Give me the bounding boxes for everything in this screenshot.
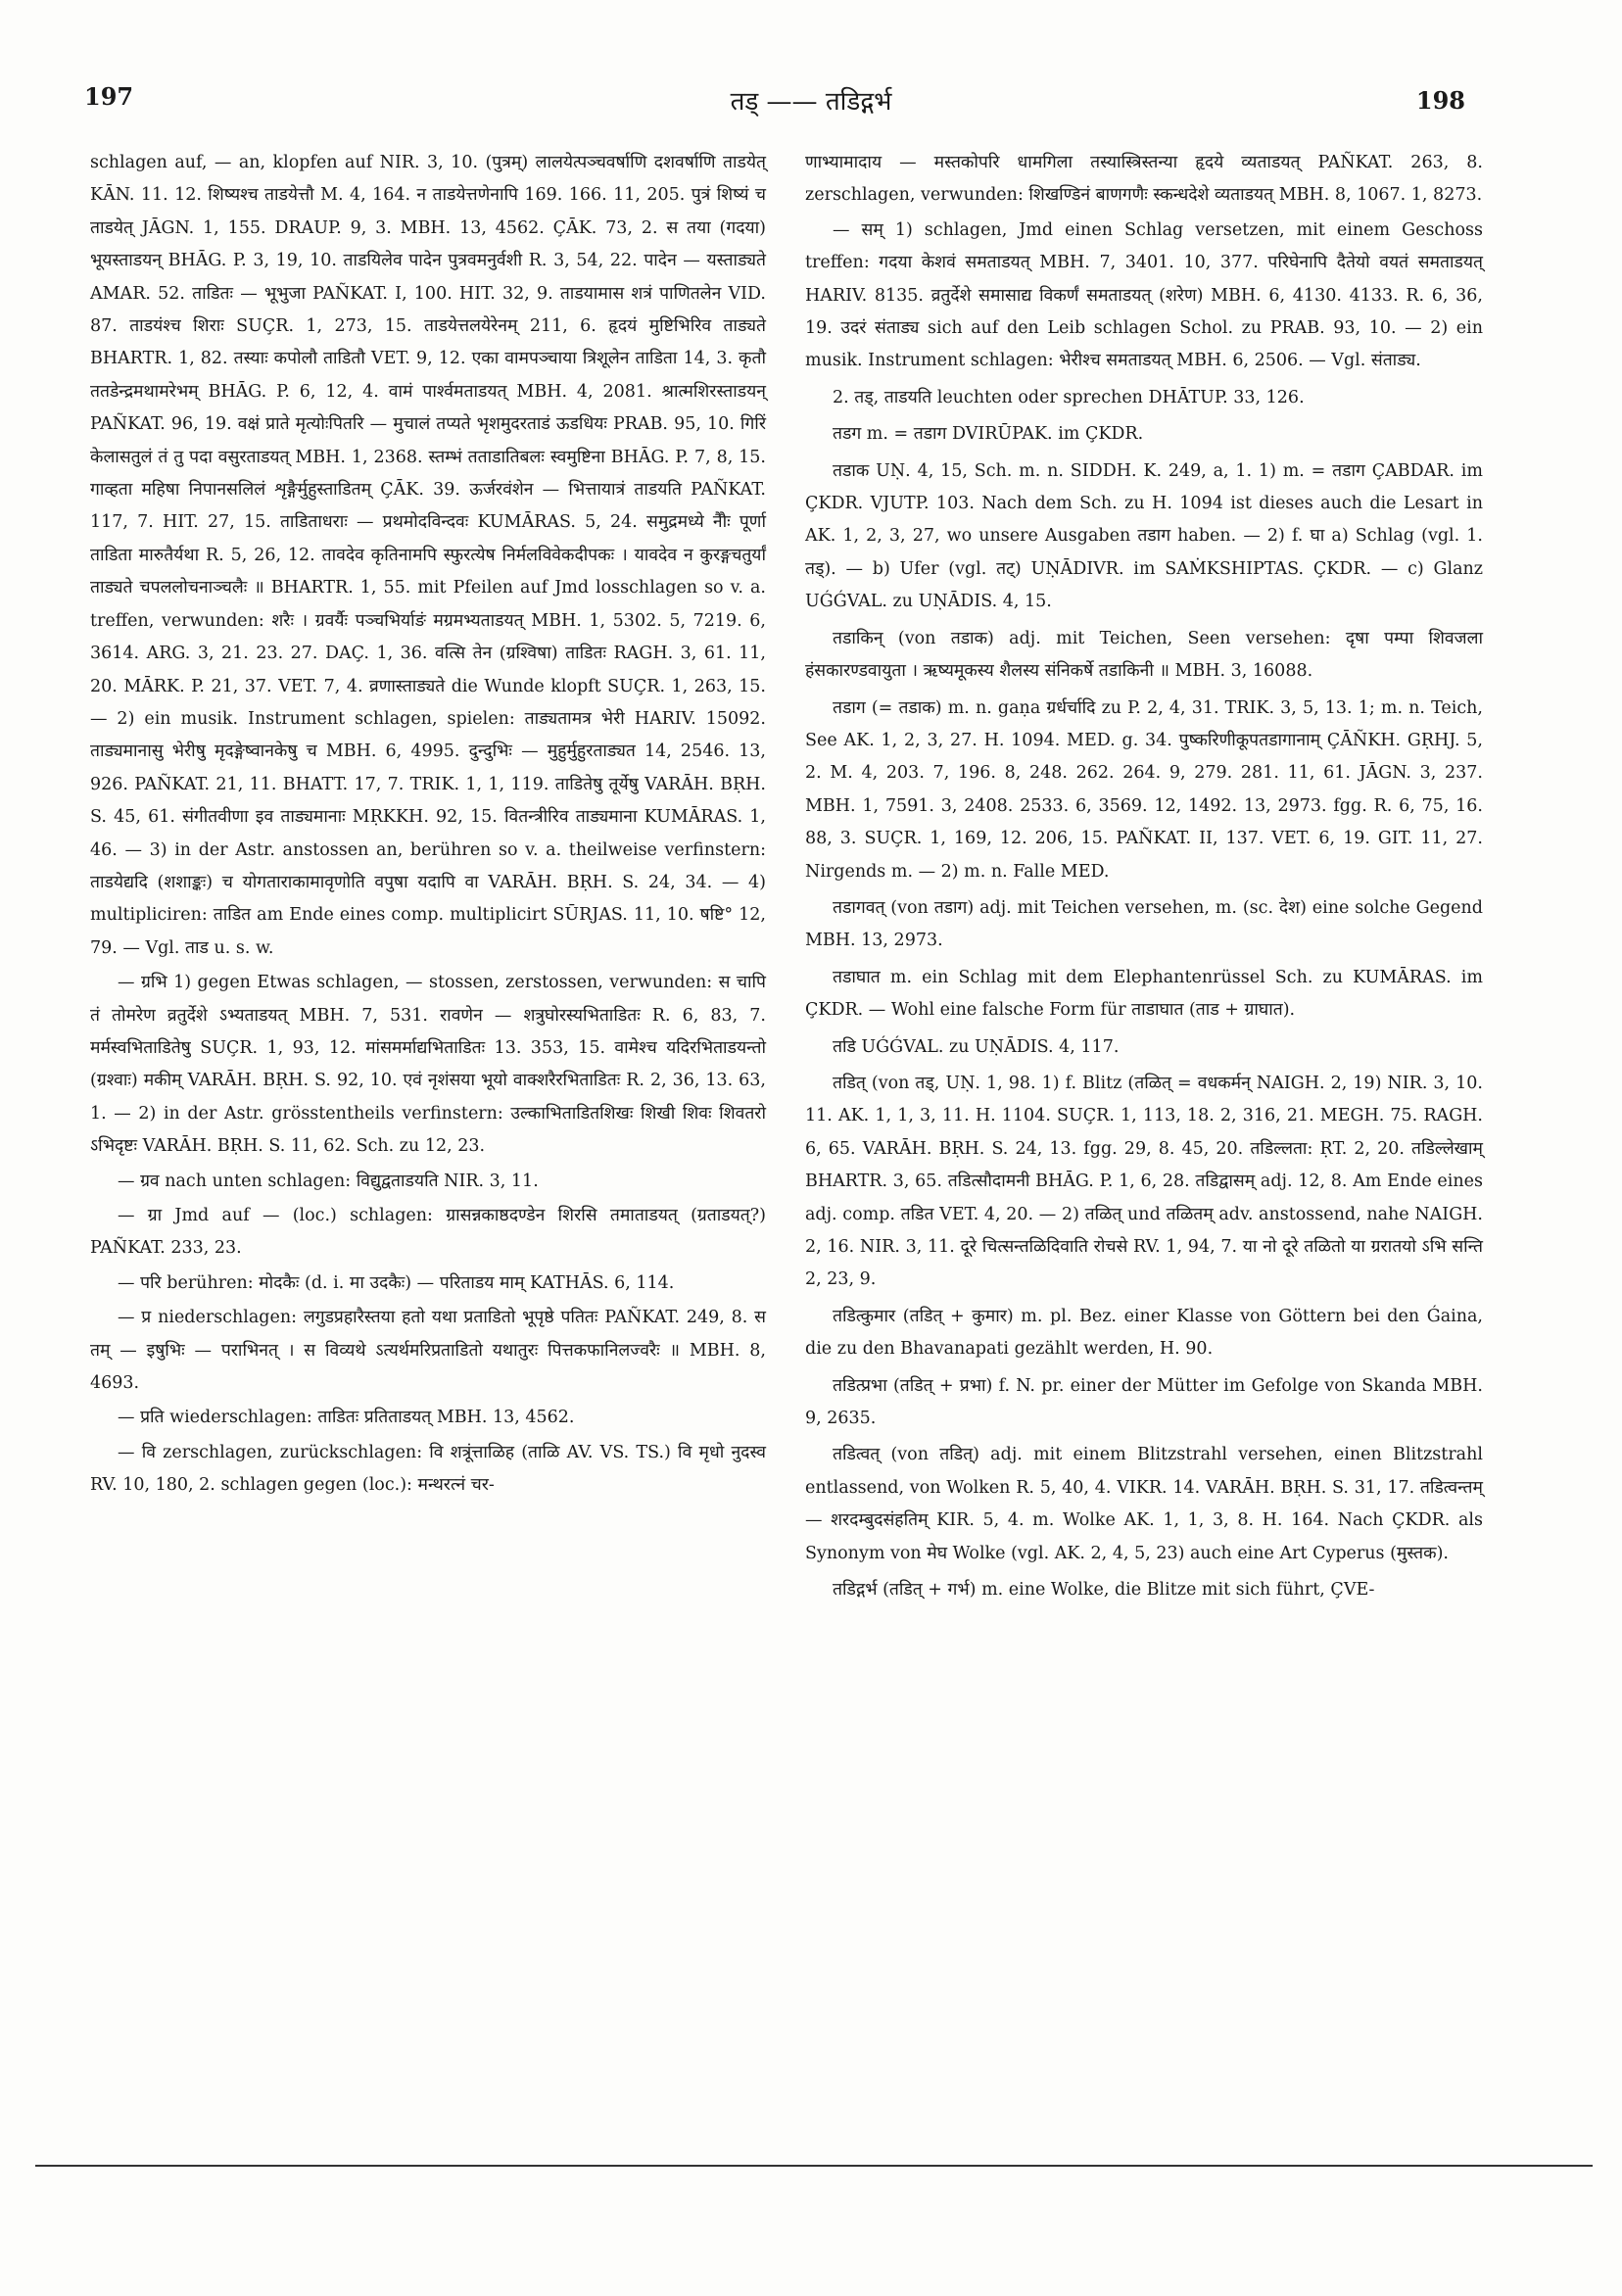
right-column xyxy=(805,147,1483,1606)
entry-taditkumara: तडित्कुमार (तडित् + कुमार) m. pl. Bez. einer Klasse von Göttern bei den Ǵaina, die zu den Bhavanapati gezählt werden, H. 90. xyxy=(805,1306,1483,1360)
entry-tadit: तडित् (von तड्, UṆ. 1, 98. 1) f. Blitz (तळित् = वधकर्मन् NAIGH. 2, 19) NIR. 3, 10. 11. AK. 1, 1, 3, 11. H. 1104. SUÇR. 1, 113, 18. 2, 316, 21. MEGH. 75. RAGH. 6, 65. VARĀH. BṚH. S. 24, 13. fgg. 29, 8. 45, 20. तडिल्लता: ṚT. 2, 20. तडिल्लेखाम् BHARTR. 3, 65. तडित्सौदामनी BHĀG. P. 1, 6, 28. तडिद्वासम् adj. 12, 8. Am Ende eines adj. comp. तडित VET. 4, 20. — 2) तळित् und तळितम् adv. anstossend, nahe NAIGH. 2, 16. NIR. 3, 11. दूरे चित्सन्तळिदिवाति रोचसे RV. 1, 94, 7. या नो दूरे तळितो या ग्ररातयो ऽभि सन्ति 2, 23, 9. xyxy=(805,1073,1483,1290)
page-number-right: 198 xyxy=(1415,86,1465,115)
subentry-sam: — सम् 1) schlagen, Jmd einen Schlag versetzen, mit einem Geschoss treffen: गदया केशवं समताडयत् MBH. 7, 3401. 10, 377. परिघेनापि दैतेयो वयतं समताडयत् HARIV. 8135. व्रतुर्देशे समासाद्य विकर्णं समताडयत् (शरेण) MBH. 6, 4130. 4133. R. 6, 36, 19. उदरं संताड्य sich auf den Leib schlagen Schol. zu PRAB. 93, 10. — 2) ein musik. Instrument schlagen: भेरीश्च समताडयत् MBH. 6, 2506. — Vgl. संताड्य. xyxy=(805,219,1483,371)
entry-tadaghata: तडाघात m. ein Schlag mit dem Elephantenrüssel Sch. zu KUMĀRAS. im ÇKDR. — Wohl eine falsche Form für ताडाघात (ताड + ग्राघात). xyxy=(805,967,1483,1021)
entry-taditprabha: तडित्प्रभा (तडित् + प्रभा) f. N. pr. einer der Mütter im Gefolge von Skanda MBH. 9, 2635. xyxy=(805,1375,1483,1429)
entry-continuation: schlagen auf, — an, klopfen auf NIR. 3, 10. (पुत्रम्) लालयेत्पञ्चवर्षाणि दशवर्षाणि ताडयेत् KĀN. 11. 12. शिष्यश्च ताडयेत्तौ M. 4, 164. न ताडयेत्तणेनापि 169. 166. 11, 205. पुत्रं शिष्यं च ताडयेत् JĀGN. 1, 155. DRAUP. 9, 3. MBH. 13, 4562. ÇĀK. 73, 2. स तया (गदया) भूयस्ताडयन् BHĀG. P. 3, 19, 10. ताडयिलेव पादेन पुत्रवमनुर्वशी R. 3, 54, 22. पादेन — यस्ताड्यते AMAR. 52. ताडितः — भूभुजा PAÑKAT. I, 100. HIT. 32, 9. ताडयामास शत्रं पाणितलेन VID. 87. ताडयंश्च शिराः SUÇR. 1, 273, 15. ताडयेत्तलयेरेनम् 211, 6. हृदयं मुष्टिभिरिव ताड्यते BHARTR. 1, 82. तस्याः कपोलौ ताडितौ VET. 9, 12. एका वामपञ्चाया त्रिशूलेन ताडिता 14, 3. कृतौ ततडेन्द्रमथामरेभम् BHĀG. P. 6, 12, 4. वामं पार्श्वमताडयत् MBH. 4, 2081. श्रात्मशिरस्ताडयन् PAÑKAT. 96, 19. वक्षं प्राते मृत्योःपितरि — मुचालं तप्यते भृशमुदरताडं ऊडधियः PRAB. 95, 10. गिरिं केलासतुलं तं तु पदा वसुरताडयत् MBH. 1, 2368. स्तम्भं तताडातिबलः स्वमुष्टिना BHĀG. P. 7, 8, 15. गाव्हता महिषा निपानसलिलं शृङ्गैर्मुहुस्ताडितम् ÇĀK. 39. ऊर्जरवंशेन — भित्तायात्रं ताडयति PAÑKAT. 117, 7. HIT. 27, 15. ताडिताधराः — प्रथमोदविन्दवः KUMĀRAS. 5, 24. समुद्रमध्ये नैौः पूर्णा ताडिता मारुतैर्यथा R. 5, 26, 12. तावदेव कृतिनामपि स्फुरत्येष निर्मलविवेकदीपकः । यावदेव न कुरङ्गचतुर्यां ताड्यते चपललोचनाञ्चलैः ॥ BHARTR. 1, 55. mit Pfeilen auf Jmd losschlagen so v. a. treffen, verwunden: शरैः । ग्रवर्यैः पञ्चभिर्याङं मग्रमभ्यताडयत् MBH. 1, 5302. 5, 7219. 6, 3614. ARG. 3, 21. 23. 27. DAÇ. 1, 36. वत्सि तेन (ग्रश्विषा) ताडितः RAGH. 3, 61. 11, 20. MĀRK. P. 21, 37. VET. 7, 4. व्रणास्ताड्यते die Wunde klopft SUÇR. 1, 263, 15. — 2) ein musik. Instrument schlagen, spielen: ताड्यतामत्र भेरी HARIV. 15092. ताड्यमानासु भेरीषु मृदङ्गेष्वानकेषु च MBH. 6, 4995. दुन्दुभिः — मुहुर्मुहुरताड्यत 14, 2546. 13, 926. PAÑKAT. 21, 11. BHATT. 17, 7. TRIK. 1, 1, 119. ताडितेषु तूर्येषु VARĀH. BṚH. S. 45, 61. संगीतवीणा इव ताड्यमानाः MṚKKH. 92, 15. वितन्त्रीरिव ताड्यमाना KUMĀRAS. 1, 46. — 3) in der Astr. anstossen an, berühren so v. a. theilweise verfinstern: ताडयेद्यदि (शशाङ्कः) च योगताराकामावृणोति वपुषा यदापि वा VARĀH. BṚH. S. 24, 34. — 4) multipliciren: ताडित am Ende eines comp. multiplicirt SŪRJAS. 11, 10. षष्टि° 12, 79. — Vgl. ताड u. s. w. xyxy=(90,153,766,958)
subentry-vi: — वि zerschlagen, zurückschlagen: वि शत्रूंत्ताळिह (ताळि AV. VS. TS.) वि मृधो नुदस्व RV. 10, 180, 2. schlagen gegen (loc.): मन्थरत्नं चर- xyxy=(90,1442,766,1496)
subentry-prati: — प्रति wiederschlagen: ताडितः प्रतिताडयत् MBH. 13, 4562. xyxy=(118,1408,575,1428)
entry-continuation: णाभ्यामादाय — मस्तकोपरि धामगिला तस्यास्त्रिस्तन्या हृदये व्यताडयत् PAÑKAT. 263, 8. zerschlagen, verwunden: शिखण्डिनं बाणगणैः स्कन्धदेशे व्यताडयत् MBH. 8, 1067. 1, 8273. xyxy=(805,153,1483,206)
entry-tadidgarbha: तडिद्गर्भ (तडित् + गर्भ) m. eine Wolke, die Blitze mit sich führt, ÇVE- xyxy=(833,1580,1375,1601)
subentry-ava: — ग्रव nach unten schlagen: विद्युद्वताडयति NIR. 3, 11. xyxy=(118,1171,539,1191)
entry-tadagavat: तडागवत् (von तडाग) adj. mit Teichen versehen, m. (sc. देश) eine solche Gegend MBH. 13, 2973. xyxy=(805,897,1483,951)
page-number-left: 197 xyxy=(84,82,134,111)
entry-tadaka: तडाक UṆ. 4, 15, Sch. m. n. SIDDH. K. 249, a, 1. 1) m. = तडाग ÇABDAR. im ÇKDR. VJUTP. 103. Nach dem Sch. zu H. 1094 ist dieses auch die Lesart in AK. 1, 2, 3, 27, wo unsere Ausgaben तडाग haben. — 2) f. घा a) Schlag (vgl. 1. तड्). — b) Ufer (vgl. तट्) UṆĀDIVR. im SAṀKSHIPTAS. ÇKDR. — c) Glanz UǴǴVAL. zu UṆĀDIS. 4, 15. xyxy=(805,460,1483,612)
page-header xyxy=(0,82,1622,121)
entry-tadi: तडि UǴǴVAL. zu UṆĀDIS. 4, 117. xyxy=(833,1036,1120,1057)
left-column xyxy=(90,147,766,1503)
entry-taditvat: तडित्वत् (von तडित्) adj. mit einem Blitzstrahl versehen, einen Blitzstrahl entlassend, von Wolken R. 5, 40, 4. VIKR. 14. VARĀH. BṚH. S. 31, 17. तडित्वन्तम् — शरदम्बुदसंहतिम् KIR. 5, 4. m. Wolke AK. 1, 1, 3, 8. H. 164. Nach ÇKDR. als Synonym von मेघ Wolke (vgl. AK. 2, 4, 5, 23) auch eine Art Cyperus (मुस्तक). xyxy=(805,1445,1483,1563)
subentry-aa: — ग्रा Jmd auf — (loc.) schlagen: ग्रासन्नकाष्ठदण्डेन शिरसि तमाताडयत् (ग्रताडयत्?) PAÑKAT. 233, 23. xyxy=(90,1206,766,1259)
subentry-pari: — परि berühren: मोदकैः (d. i. मा उदकैः) — परिताडय माम् KATHĀS. 6, 114. xyxy=(118,1272,675,1293)
entry-tadaga: तडग m. = तडाग DVIRŪPAK. im ÇKDR. xyxy=(833,424,1144,445)
subentry-abhi: — ग्रभि 1) gegen Etwas schlagen, — stossen, zerstossen, verwunden: स चापि तं तोमरेण व्रतुर्देशे ऽभ्यताडयत् MBH. 7, 531. रावणेन — शत्रुघोरस्यभिताडितः R. 6, 83, 7. मर्मस्वभिताडितेषु SUÇR. 1, 93, 12. मांसमर्माद्यभिताडितः 13. 353, 15. वामेश्च यदिरभिताडयन्तो (ग्रश्वाः) मकीम् VARĀH. BṚH. S. 92, 10. एवं नृशंसया भूयो वाक्शरैरभिताडितः R. 2, 36, 13. 63, 1. — 2) in der Astr. grösstentheils verfinstern: उल्काभिताडितशिखः शिखी शिवः शिवतरो ऽभिदृष्टः VARĀH. BṚH. S. 11, 62. Sch. zu 12, 23. xyxy=(90,973,766,1157)
entry-tadakin: तडाकिन् (von तडाक) adj. mit Teichen, Seen versehen: दृषा पम्पा शिवजला हंसकारण्डवायुता । ऋष्यमूकस्य शैलस्य संनिकर्षे तडाकिनी ॥ MBH. 3, 16088. xyxy=(805,628,1483,682)
entry-tad-2: 2. तड्, ताडयति leuchten oder sprechen DHĀTUP. 33, 126. xyxy=(833,387,1305,407)
footer-rule xyxy=(35,2165,1593,2167)
running-head: तड् —— तडिद्गर्भ xyxy=(730,87,892,117)
entry-tadaga-2: तडाग (= तडाक) m. n. gaṇa ग्रर्धर्चादि zu P. 2, 4, 31. TRIK. 3, 5, 13. 1; m. n. Teich, See AK. 1, 2, 3, 27. H. 1094. MED. g. 34. पुष्करिणीकूपतडागानाम् ÇĀÑKH. GṚHJ. 5, 2. M. 4, 203. 7, 196. 8, 248. 262. 264. 9, 279. 281. 11, 61. JĀGN. 3, 237. MBH. 1, 7591. 3, 2408. 2533. 6, 3569. 12, 1492. 13, 2973. fgg. R. 6, 75, 16. 88, 3. SUÇR. 1, 169, 12. 206, 15. PAÑKAT. II, 137. VET. 6, 19. GIT. 11, 27. Nirgends m. — 2) m. n. Falle MED. xyxy=(805,697,1483,882)
subentry-pra: — प्र niederschlagen: लगुडप्रहारैस्तया हतो यथा प्रताडितो भूपृष्ठे पतितः PAÑKAT. 249, 8. स तम् — इषुभिः — पराभिनत् । स विव्यथे ऽत्यर्थमरिप्रताडितो यथातुरः पित्तकफानिलज्वरैः ॥ MBH. 8, 4693. xyxy=(90,1308,766,1394)
